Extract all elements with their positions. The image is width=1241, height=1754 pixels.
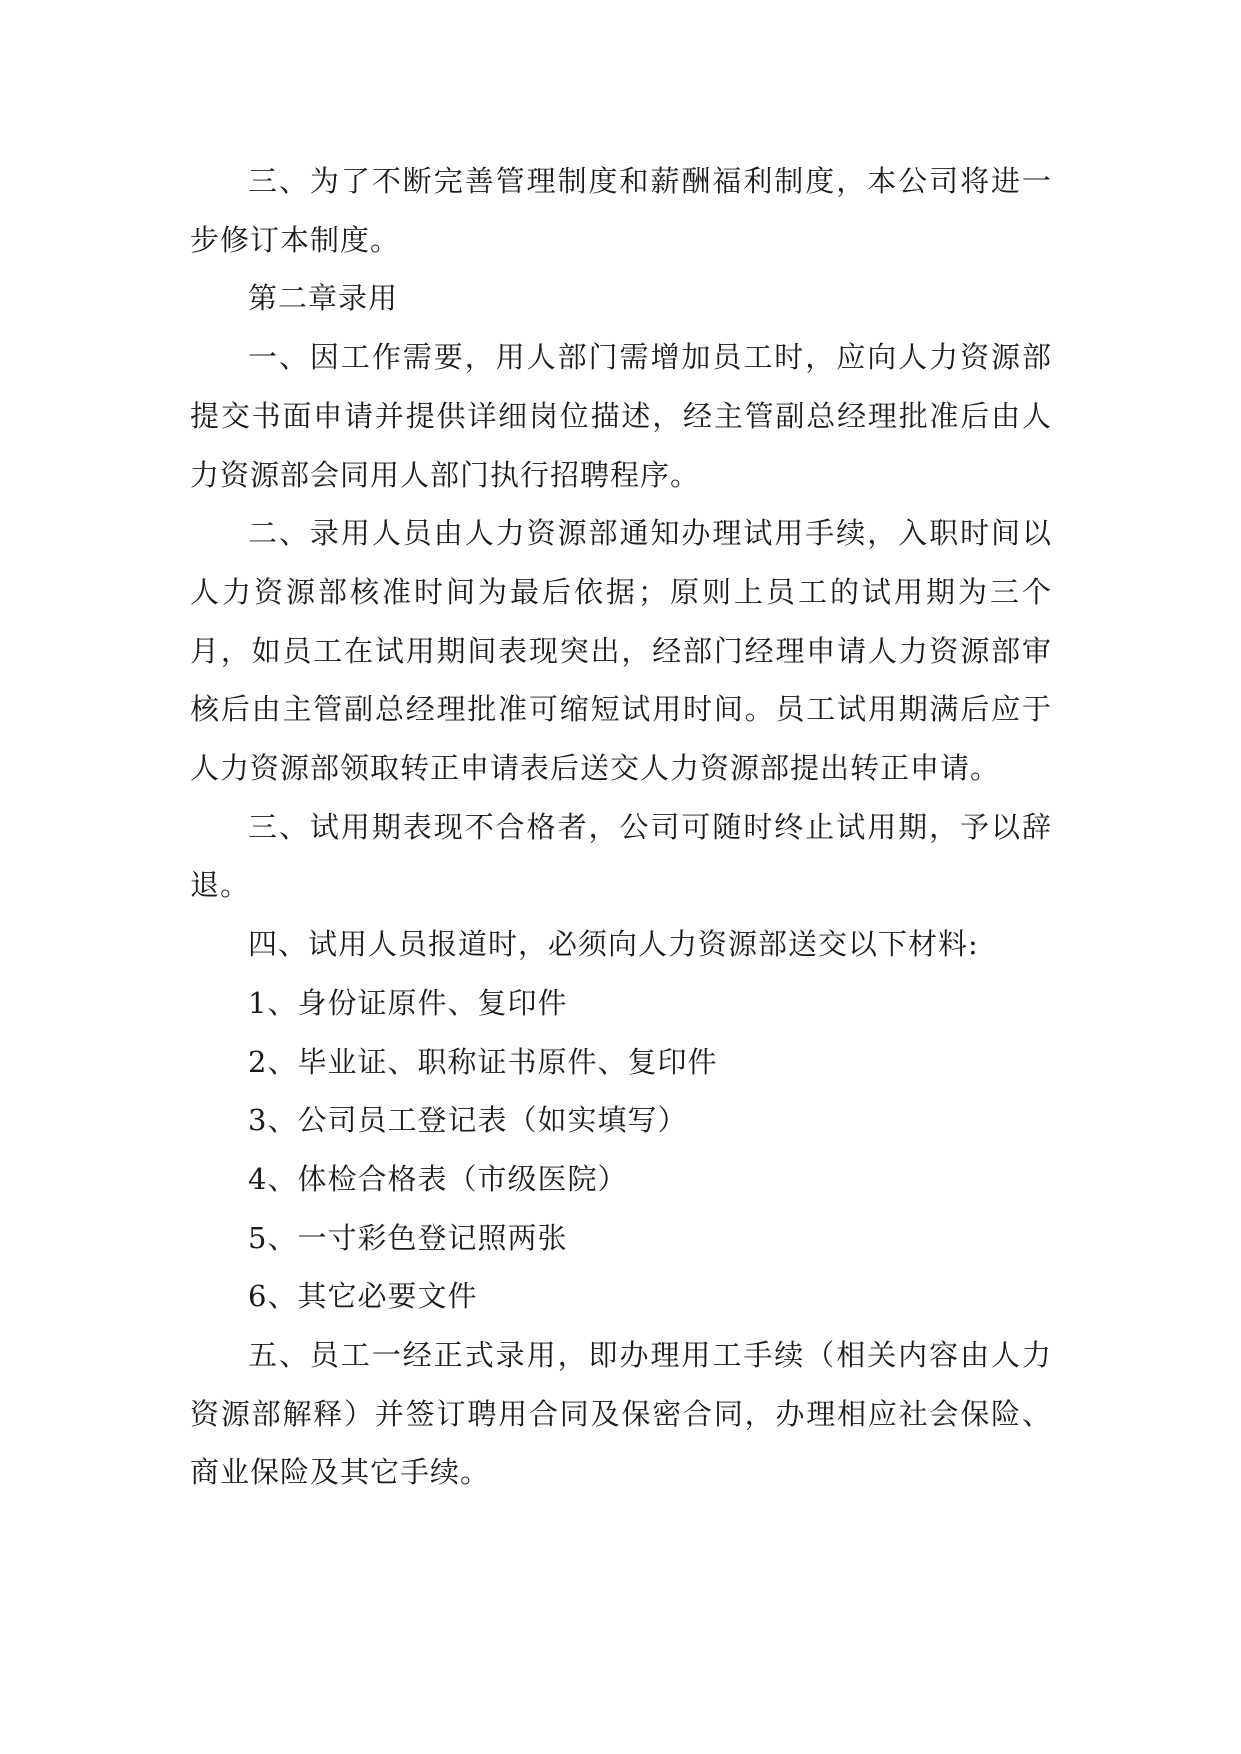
paragraph-formal-employment: 五、员工一经正式录用，即办理用工手续（相关内容由人力资源部解释）并签订聘用合同及保密合同，办理相应社会保险、商业保险及其它手续。 <box>190 1338 1052 1490</box>
document-body <box>190 152 1052 1502</box>
list-item-diploma: 2、毕业证、职称证书原件、复印件 <box>248 1044 718 1079</box>
paragraph-required-materials: 四、试用人员报道时，必须向人力资源部送交以下材料: <box>248 927 979 962</box>
list-item-id-card: 1、身份证原件、复印件 <box>248 985 568 1020</box>
paragraph-article-3-revision: 三、为了不断完善管理制度和薪酬福利制度，本公司将进一步修订本制度。 <box>190 164 1052 257</box>
paragraph-probation-procedure: 二、录用人员由人力资源部通知办理试用手续，入职时间以人力资源部核准时间为最后依据；原则上员工的试用期为三个月，如员工在试用期间表现突出，经部门经理申请人力资源部审核后由主管副总经理批准可缩短试用时间。员工试用期满后应于人力资源部领取转正申请表后送交人力资源部提出转正申请。 <box>190 516 1052 786</box>
list-item-registration-form: 3、公司员工登记表（如实填写） <box>248 1103 688 1138</box>
list-item-photos: 5、一寸彩色登记照两张 <box>248 1220 568 1255</box>
paragraph-hiring-request: 一、因工作需要，用人部门需增加员工时，应向人力资源部提交书面申请并提供详细岗位描述，经主管副总经理批准后由人力资源部会同用人部门执行招聘程序。 <box>190 340 1052 492</box>
list-item-other-documents: 6、其它必要文件 <box>248 1279 478 1314</box>
paragraph-probation-failure: 三、试用期表现不合格者，公司可随时终止试用期，予以辞退。 <box>190 809 1052 903</box>
chapter-heading-hiring: 第二章录用 <box>248 281 399 316</box>
list-item-health-check: 4、体检合格表（市级医院） <box>248 1161 628 1196</box>
